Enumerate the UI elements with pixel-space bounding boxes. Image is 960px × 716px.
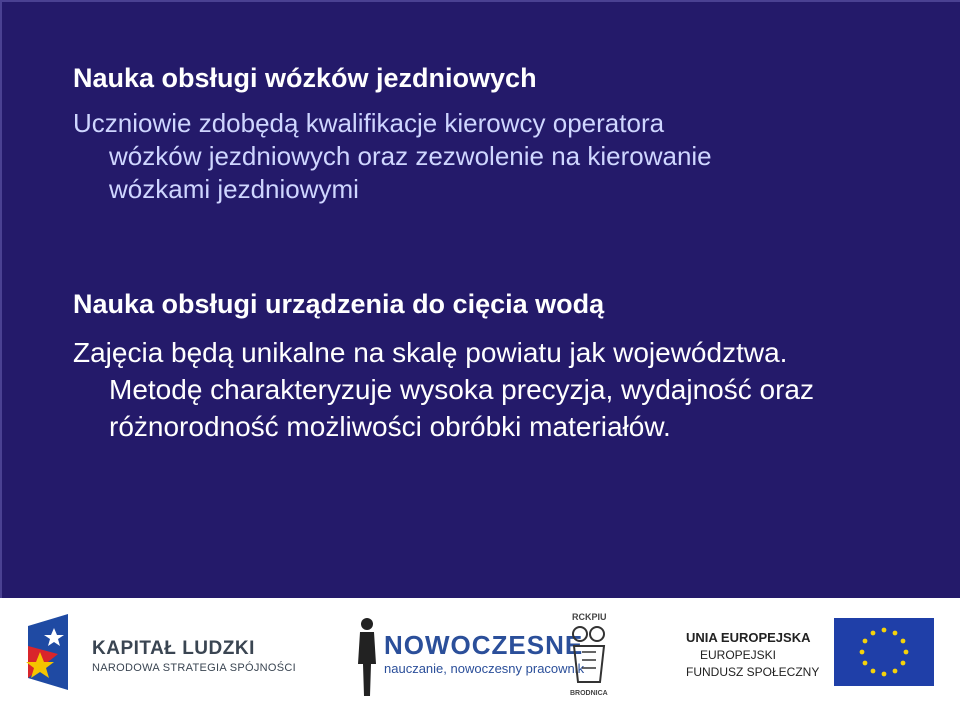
paragraph-line: Uczniowie zdobędą kwalifikacje kierowcy operatora (73, 108, 665, 138)
paragraph-line: Metodę charakteryzuje wysoka precyzja, wydajność oraz (109, 374, 814, 405)
nowoczesne-subtitle: nauczanie, nowoczesny pracownik (384, 661, 585, 676)
rckpiu-tag: RCKPIU (572, 612, 607, 622)
kapital-ludzki-title: KAPITAŁ LUDZKI (92, 638, 255, 659)
kapital-ludzki-subtitle: NARODOWA STRATEGIA SPÓJNOŚCI (92, 662, 296, 674)
paragraph-forklift (73, 107, 712, 206)
brodnica-tag: BRODNICA (570, 690, 608, 697)
paragraph-line: wózków jezdniowych oraz zezwolenie na kierowanie (109, 141, 712, 171)
paragraph-line: wózkami jezdniowymi (109, 174, 359, 204)
eu-line1: UNIA EUROPEJSKA (686, 630, 811, 645)
heading-forklift: Nauka obsługi wózków jezdniowych (73, 63, 537, 93)
paragraph-line: różnorodność możliwości obróbki materiałów. (109, 411, 671, 442)
paragraph-waterjet (73, 334, 814, 445)
worker-figure-icon (352, 614, 382, 704)
eu-flag-icon (834, 618, 934, 686)
rckpiu-emblem-icon (570, 624, 608, 690)
eu-line3: FUNDUSZ SPOŁECZNY (686, 665, 820, 679)
heading-waterjet: Nauka obsługi urządzenia do cięcia wodą (73, 289, 605, 319)
kapital-ludzki-logo-icon (18, 606, 88, 698)
footer-logos (0, 598, 960, 716)
nowoczesne-title: NOWOCZESNE (384, 630, 584, 660)
paragraph-line: Zajęcia będą unikalne na skalę powiatu jak województwa. (73, 337, 788, 368)
eu-line2: EUROPEJSKI (700, 648, 777, 662)
